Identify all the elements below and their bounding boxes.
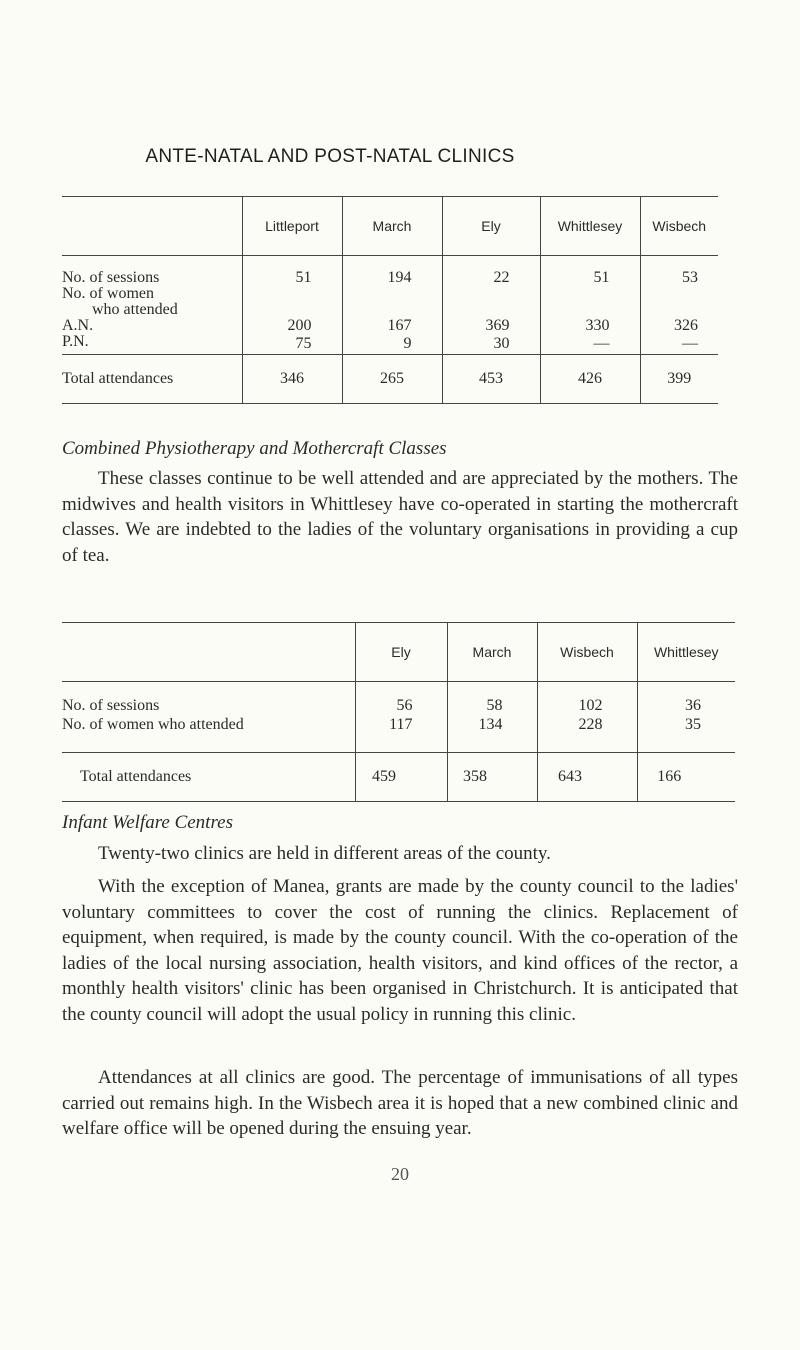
table-row — [62, 318, 718, 334]
cell: 51 — [242, 256, 342, 287]
paragraph: Twenty-two clinics are held in different areas of the county. — [98, 843, 551, 864]
ante-post-natal-table — [62, 196, 718, 404]
cell: 643 — [537, 753, 637, 802]
cell: 9 — [342, 334, 442, 355]
total-row — [62, 753, 735, 802]
cell: 330 — [540, 318, 640, 334]
row-label: No. of women — [62, 285, 154, 302]
cell: 53 — [640, 256, 718, 287]
page-number: 20 — [391, 1164, 409, 1184]
table-row — [62, 302, 718, 318]
row-label: Total attendances — [62, 355, 242, 404]
cell: 358 — [447, 753, 537, 802]
cell: — — [540, 334, 640, 355]
column-header: Ely — [355, 623, 447, 682]
table-row — [62, 334, 718, 355]
column-header: Whittlesey — [540, 197, 640, 256]
column-header: Wisbech — [537, 623, 637, 682]
page-title: ANTE-NATAL AND POST-NATAL CLINICS — [145, 146, 515, 167]
cell: 35 — [637, 715, 735, 753]
row-label: No. of women who attended — [62, 716, 244, 733]
column-header: Whittlesey — [637, 623, 735, 682]
paragraph: Attendances at all clinics are good. The percentage of immunisations of all types carried out remains high. In the Wisbech area it is hoped that a new combined clinic and welfare office will be opened during the ensuing year. — [62, 1067, 738, 1139]
row-label: who attended — [92, 301, 178, 318]
table-row — [62, 256, 718, 287]
cell: 346 — [242, 355, 342, 404]
cell: 326 — [640, 318, 718, 334]
cell: 200 — [242, 318, 342, 334]
row-label: P.N. — [62, 333, 89, 350]
cell: 228 — [537, 715, 637, 753]
cell: 459 — [355, 753, 447, 802]
total-row — [62, 355, 718, 404]
paragraph: With the exception of Manea, grants are made by the county council to the ladies' voluntary committees to cover the cost of running the clinics. Replacement of equipment, when required, is made by the county council. With the co-operation of the ladies of the local nursing association, health visitors, and kind offices of the rector, a monthly health visitors' clinic has been organised in Christchurch. It is anticipated that the county council will adopt the usual policy in running this clinic. — [62, 876, 738, 1025]
row-label: A.N. — [62, 317, 94, 334]
cell: 194 — [342, 256, 442, 287]
table-row — [62, 286, 718, 302]
table-header-row — [62, 623, 735, 682]
cell: 75 — [242, 334, 342, 355]
header-blank — [62, 623, 355, 682]
cell: 30 — [442, 334, 540, 355]
cell: 22 — [442, 256, 540, 287]
cell: — — [640, 334, 718, 355]
row-label: Total attendances — [62, 753, 355, 802]
column-header: Littleport — [242, 197, 342, 256]
cell: 399 — [640, 355, 718, 404]
cell: 369 — [442, 318, 540, 334]
cell: 265 — [342, 355, 442, 404]
table-row — [62, 682, 735, 716]
cell: 167 — [342, 318, 442, 334]
cell: 36 — [637, 682, 735, 716]
header-blank — [62, 197, 242, 256]
table-row — [62, 715, 735, 753]
cell: 56 — [355, 682, 447, 716]
section-heading: Infant Welfare Centres — [62, 812, 233, 833]
cell: 58 — [447, 682, 537, 716]
column-header: Ely — [442, 197, 540, 256]
paragraph: These classes continue to be well attended and are appreciated by the mothers. The midwives and health visitors in Whittlesey have co-operated in starting the mothercraft classes. We are indebted to the ladies of the voluntary organisations in providing a cup of tea. — [62, 468, 738, 566]
column-header: Wisbech — [640, 197, 718, 256]
cell: 134 — [447, 715, 537, 753]
cell: 117 — [355, 715, 447, 753]
row-label: No. of sessions — [62, 697, 160, 714]
table-header-row — [62, 197, 718, 256]
cell: 51 — [540, 256, 640, 287]
cell: 426 — [540, 355, 640, 404]
column-header: March — [342, 197, 442, 256]
cell: 166 — [637, 753, 735, 802]
cell: 453 — [442, 355, 540, 404]
row-label: No. of sessions — [62, 269, 160, 286]
column-header: March — [447, 623, 537, 682]
physiotherapy-classes-table — [62, 622, 735, 802]
section-heading: Combined Physiotherapy and Mothercraft Classes — [62, 438, 447, 459]
cell: 102 — [537, 682, 637, 716]
